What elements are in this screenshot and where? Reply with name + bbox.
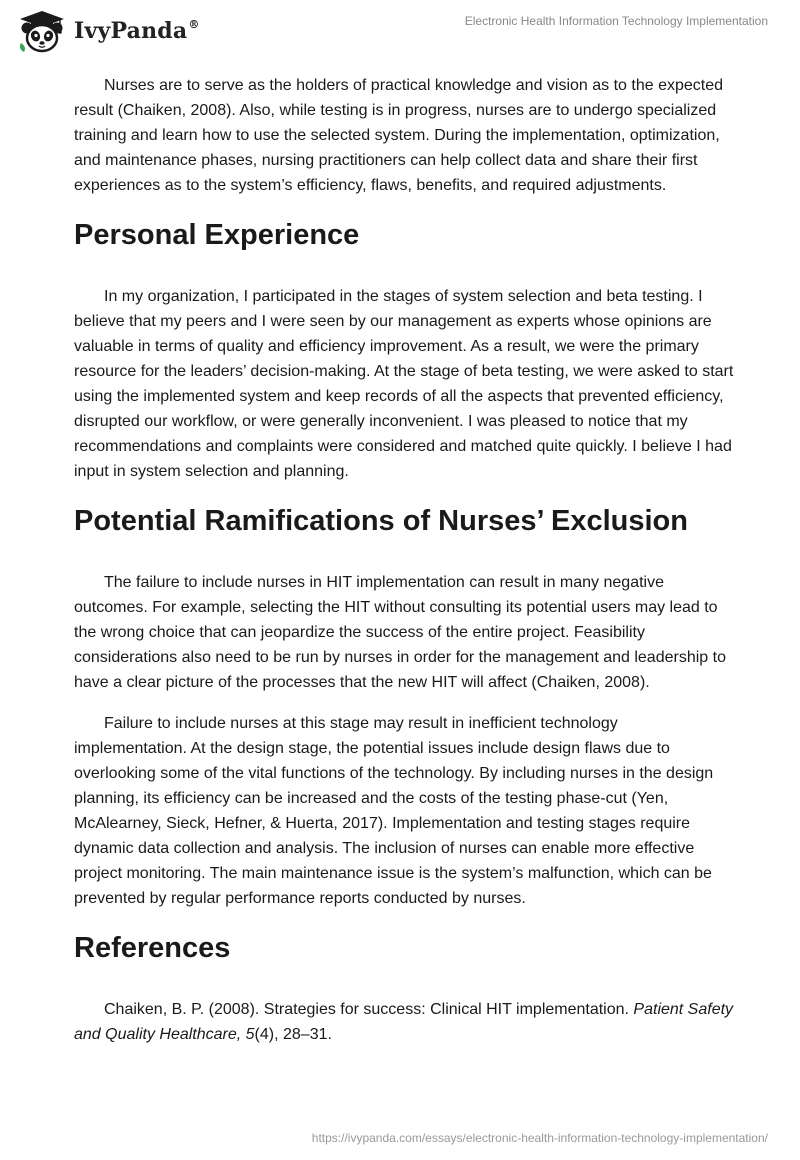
document-title: Electronic Health Information Technology Implementation <box>464 14 768 28</box>
intro-paragraph: Nurses are to serve as the holders of practical knowledge and vision as to the expected result (Chaiken, 2008). Also, while testing is in progress, nurses are to undergo specialized training and learn how to use the selected system. During the implementation, optimization, and maintenance phases, nursing practitioners can help collect data and share their first experiences as to the system’s efficiency, flaws, benefits, and required adjustments. <box>74 77 724 194</box>
brand-name: IvyPanda® <box>74 18 200 44</box>
reference-entry: Chaiken, B. P. (2008). Strategies for success: Clinical HIT implementation. Patient Safety and Quality Healthcare, 5(4), 28–31. <box>74 1001 734 1043</box>
page-header <box>0 0 800 70</box>
heading-personal-experience: Personal Experience <box>74 219 360 251</box>
panda-mascot-icon <box>16 9 68 53</box>
ramifications-paragraph-1: The failure to include nurses in HIT implementation can result in many negative outcomes. For example, selecting the HIT without consulting its potential users may lead to the wrong choice that can jeopardize the success of the entire project. Feasibility considerations also need to be run by nurses in order for the management and leadership to have a clear picture of the processes that the new HIT will affect (Chaiken, 2008). <box>74 574 726 691</box>
heading-potential-ramifications: Potential Ramifications of Nurses’ Exclusion <box>74 505 688 537</box>
ivypanda-logo[interactable] <box>16 9 200 53</box>
ramifications-paragraph-2: Failure to include nurses at this stage may result in inefficient technology implementation. At the design stage, the potential issues include design flaws due to overlooking some of the vital functions of the technology. By including nurses in the design planning, its efficiency can be increased and the costs of the testing phase-cut (Yen, McAlearney, Sieck, Hefner, & Huerta, 2017). Implementation and testing stages require dynamic data collection and analysis. The inclusion of nurses can enable more effective project monitoring. The main maintenance issue is the system’s malfunction, which can be prevented by regular performance reports conducted by nurses. <box>74 715 714 907</box>
source-url[interactable]: https://ivypanda.com/essays/electronic-health-information-technology-implementation/ <box>311 1131 768 1145</box>
heading-references: References <box>74 932 231 964</box>
personal-experience-paragraph: In my organization, I participated in the stages of system selection and beta testing. I believe that my peers and I were seen by our management as experts whose opinions are valuable in terms of quality and efficiency improvement. As a result, we were the primary resource for the leaders’ decision-making. At the stage of beta testing, we were asked to start using the implemented system and keep records of all the aspects that prevented efficiency, disrupted our workflow, or were generally inconvenient. I was pleased to notice that my recommendations and complaints were considered and matched quite quickly. I believe I had input in system selection and planning. <box>74 288 734 480</box>
article-body <box>74 73 734 1063</box>
